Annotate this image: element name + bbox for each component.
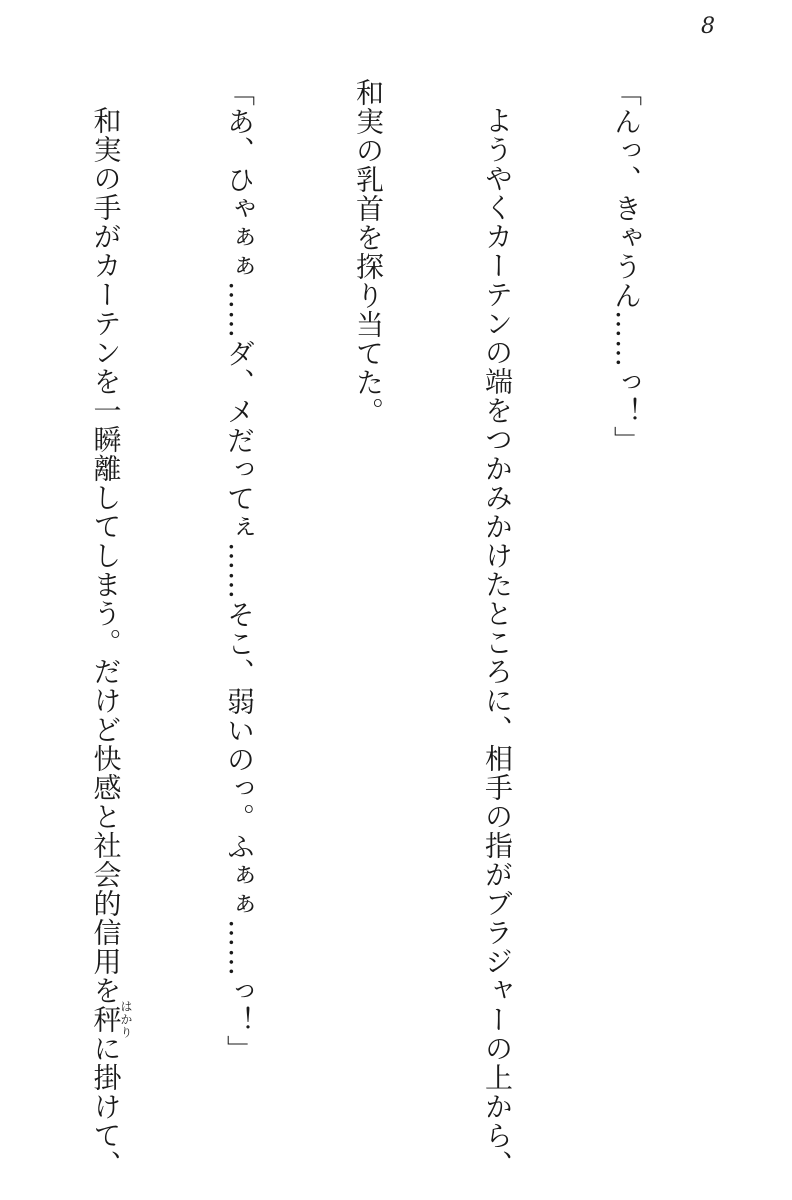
ruby-hakari (89, 1000, 133, 1039)
text-line-1: 「んっ、きゃうん……っ！」 (610, 78, 643, 455)
ruby-reading: はかり (119, 1000, 133, 1039)
vertical-text-block (0, 78, 734, 1179)
text-line-3: 和実の乳首を探り当てた。 (352, 78, 385, 426)
page-number: 8 (701, 14, 715, 39)
text-line-5 (85, 78, 133, 1179)
ruby-base-text: 秤 (89, 1000, 123, 1039)
text-line-5-post: に掛けて、 (89, 1034, 123, 1179)
text-line-4: 「あ、ひゃぁぁ……ダ、メだってぇ……そこ、弱いのっ。ふぁぁ……っ！」 (223, 78, 256, 1064)
text-line-5-pre: 和実の手がカーテンを一瞬離してしまう。だけど快感と社会的信用を (89, 106, 123, 1005)
text-line-2: ようやくカーテンの端をつかみかけたところに、相手の指がブラジャーの上から、 (481, 106, 514, 1179)
